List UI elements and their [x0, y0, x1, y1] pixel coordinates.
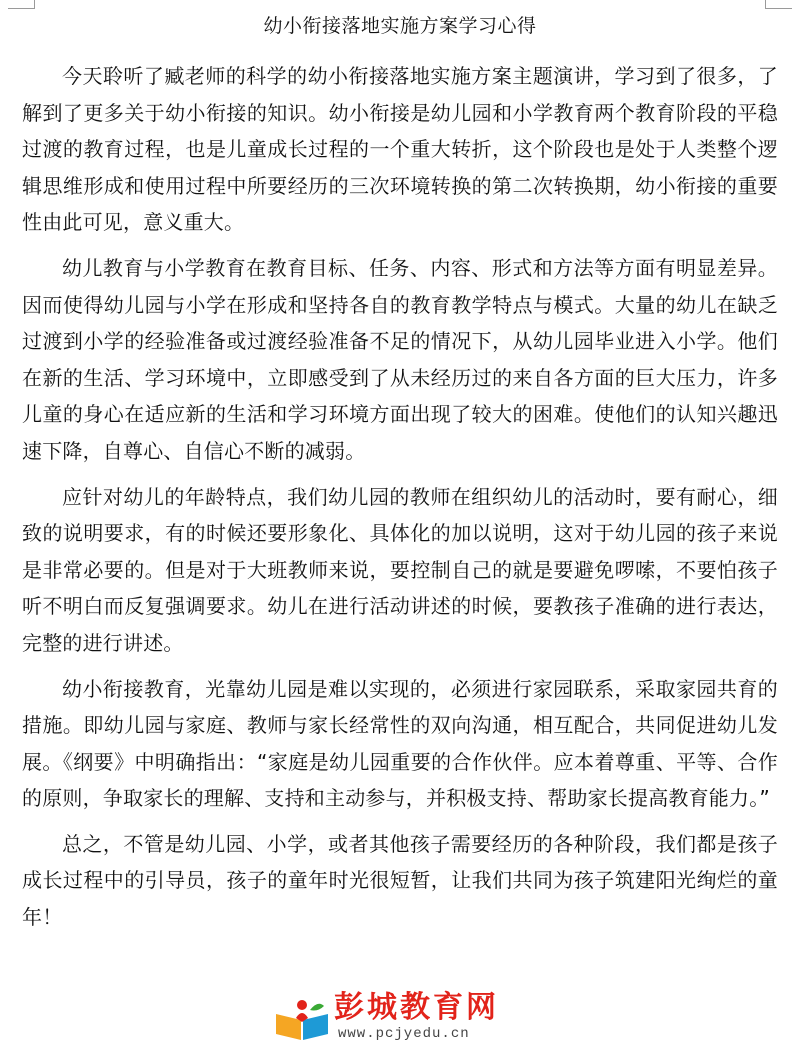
open-book-logo-icon: [272, 996, 332, 1042]
paragraph-3: 应针对幼儿的年龄特点，我们幼儿园的教师在组织幼儿的活动时，要有耐心，细致的说明要求，有的时候还要形象化、具体化的加以说明，这对于幼儿园的孩子来说是非常必要的。但是对于大班教师来说，要控制自己的就是要避免啰嗦，不要怕孩子听不明白而反复强调要求。幼儿在进行活动讲述的时候，要教孩子准确的进行表达，完整的进行讲述。: [22, 484, 778, 655]
document-body: [22, 58, 778, 945]
paragraph-2: 幼儿教育与小学教育在教育目标、任务、内容、形式和方法等方面有明显差异。因而使得幼儿园与小学在形成和坚持各自的教育教学特点与模式。大量的幼儿在缺乏过渡到小学的经验准备或过渡经验准备不足的情况下，从幼儿园毕业进入小学。他们在新的生活、学习环境中，立即感受到了从未经历过的来自各方面的巨大压力，许多儿童的身心在适应新的生活和学习环境方面出现了较大的困难。使他们的认知兴趣迅速下降，自尊心、自信心不断的减弱。: [22, 255, 778, 463]
paragraph-4: 幼小衔接教育，光靠幼儿园是难以实现的，必须进行家园联系，采取家园共育的措施。即幼儿园与家庭、教师与家长经常性的双向沟通，相互配合，共同促进幼儿发展。《纲要》中明确指出：“家庭是幼儿园重要的合作伙伴。应本着尊重、平等、合作的原则，争取家长的理解、支持和主动参与，并积极支持、帮助家长提高教育能力。”: [22, 676, 778, 811]
crop-mark-top-left: [8, 0, 35, 9]
watermark-url: www.pcjyedu.cn: [338, 1026, 470, 1042]
watermark: [272, 990, 512, 1046]
paragraph-1: 今天聆听了臧老师的科学的幼小衔接落地实施方案主题演讲，学习到了很多，了解到了更多关于幼小衔接的知识。幼小衔接是幼儿园和小学教育两个教育阶段的平稳过渡的教育过程，也是儿童成长过程的一个重大转折，这个阶段也是处于人类整个逻辑思维形成和使用过程中所要经历的三次环境转换的第二次转换期，幼小衔接的重要性由此可见，意义重大。: [22, 64, 778, 235]
watermark-site-name: 彭城教育网: [334, 990, 499, 1025]
crop-mark-top-right: [765, 0, 792, 9]
document-title: 幼小衔接落地实施方案学习心得: [263, 15, 537, 37]
paragraph-5: 总之，不管是幼儿园、小学，或者其他孩子需要经历的各种阶段，我们都是孩子成长过程中的引导员，孩子的童年时光很短暂，让我们共同为孩子筑建阳光绚烂的童年！: [22, 831, 778, 930]
